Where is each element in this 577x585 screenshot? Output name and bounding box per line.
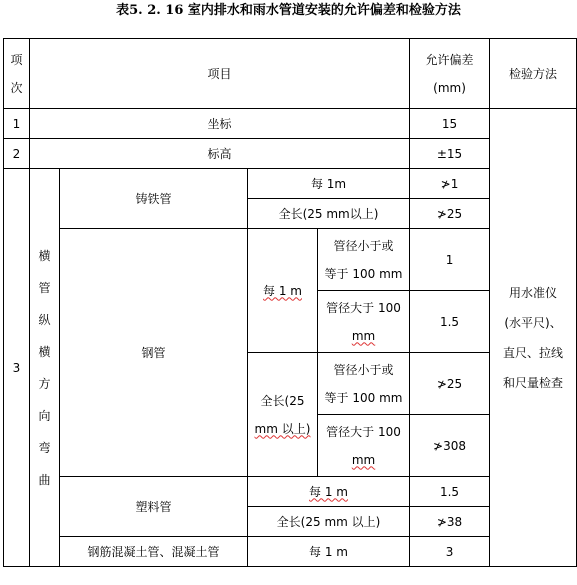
header-no-line1: 项 [10, 52, 23, 67]
group-label-char: 横 [38, 248, 51, 263]
steel-per-large-value: 1.5 [410, 291, 490, 353]
group-no: 3 [4, 169, 30, 567]
row-value: ±15 [410, 139, 490, 169]
steel-small-diameter-cond [318, 353, 410, 415]
header-item-cell: 项目 [30, 39, 410, 109]
cond-line: 管径小于或 [333, 362, 394, 377]
steel-per-meter-label [248, 229, 318, 353]
group-label-char: 纵 [38, 312, 51, 327]
cond-line: 管径大于 100 [326, 300, 401, 315]
group-label-char: 弯 [38, 440, 51, 455]
cond-line: 等于 100 mm [324, 390, 403, 405]
method-cell [490, 109, 577, 567]
cond-line: mm [351, 328, 376, 343]
plastic-per-meter-text: 每 1 m [309, 484, 348, 499]
method-line: 和尺量检查 [503, 375, 564, 390]
cast-iron-per-meter-value: ≯1 [410, 169, 490, 199]
header-tolerance-cell [410, 39, 490, 109]
plastic-per-meter-cond [248, 477, 410, 507]
group-label-char: 方 [38, 376, 51, 391]
cond-line: 等于 100 mm [324, 266, 403, 281]
row-item: 标高 [30, 139, 410, 169]
group-label-cell [30, 169, 60, 567]
group-label-char: 曲 [38, 472, 51, 487]
concrete-per-meter-value: 3 [410, 537, 490, 567]
table-row-coord [4, 109, 577, 139]
header-no-cell [4, 39, 30, 109]
plastic-name: 塑料管 [60, 477, 248, 537]
method-line: 直尺、拉线 [503, 345, 564, 360]
plastic-full-cond: 全长(25 mm 以上) [248, 507, 410, 537]
cond-line: 管径小于或 [333, 238, 394, 253]
plastic-per-meter-value: 1.5 [410, 477, 490, 507]
table-header-row [4, 39, 577, 109]
full-label-line: mm 以上) [254, 421, 311, 436]
steel-per-small-value: 1 [410, 229, 490, 291]
row-no: 2 [4, 139, 30, 169]
method-line: (水平尺)、 [504, 315, 562, 330]
full-label-line: 全长(25 [260, 393, 305, 408]
steel-full-label [248, 353, 318, 477]
method-line: 用水准仪 [509, 285, 558, 300]
row-value: 15 [410, 109, 490, 139]
concrete-per-meter-cond: 每 1 m [248, 537, 410, 567]
cond-line: 管径大于 100 [326, 424, 401, 439]
steel-large-diameter-cond [318, 291, 410, 353]
cast-iron-full-value: ≯25 [410, 199, 490, 229]
header-tolerance-line2: (mm) [433, 80, 466, 95]
cond-line: mm [351, 452, 376, 467]
row-item: 坐标 [30, 109, 410, 139]
group-label-char: 向 [38, 408, 51, 423]
steel-small-diameter-cond [318, 229, 410, 291]
cast-iron-per-meter-cond: 每 1m [248, 169, 410, 199]
cast-iron-full-cond: 全长(25 mm以上) [248, 199, 410, 229]
row-no: 1 [4, 109, 30, 139]
header-no-line2: 次 [10, 80, 23, 95]
steel-name: 钢管 [60, 229, 248, 477]
tolerance-table [3, 38, 577, 567]
header-tolerance-line1: 允许偏差 [425, 52, 474, 67]
steel-full-large-value: ≯308 [410, 415, 490, 477]
table-title: 表5. 2. 16 室内排水和雨水管道安装的允许偏差和检验方法 [116, 3, 461, 18]
cast-iron-name: 铸铁管 [60, 169, 248, 229]
steel-full-small-value: ≯25 [410, 353, 490, 415]
group-label-char: 管 [38, 280, 51, 295]
header-method-cell: 检验方法 [490, 39, 577, 109]
steel-large-diameter-cond [318, 415, 410, 477]
plastic-full-value: ≯38 [410, 507, 490, 537]
concrete-name: 钢筋混凝土管、混凝土管 [60, 537, 248, 567]
group-label-char: 横 [38, 344, 51, 359]
steel-per-meter-text: 每 1 m [263, 283, 302, 298]
